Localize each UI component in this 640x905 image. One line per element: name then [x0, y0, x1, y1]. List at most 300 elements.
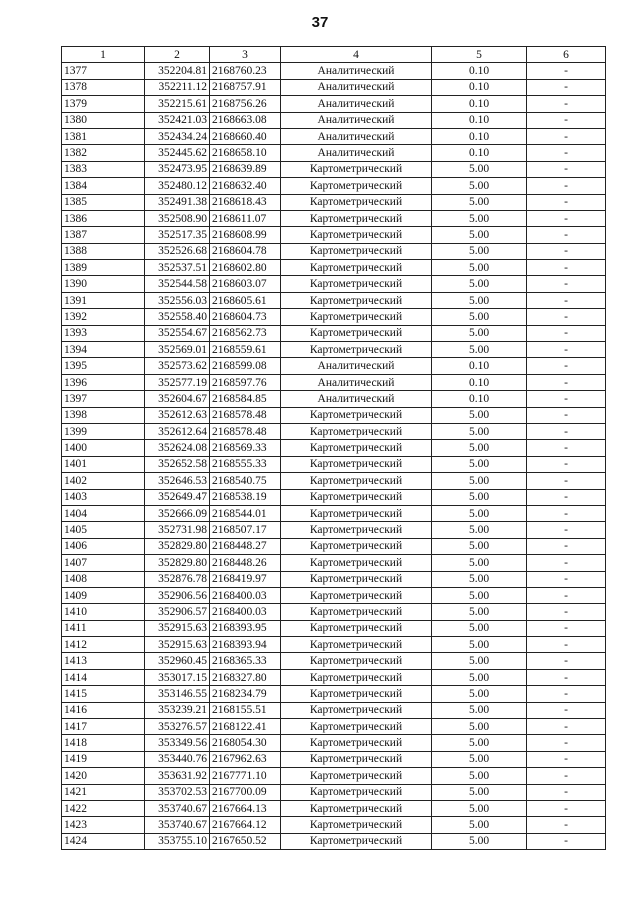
- note-cell: -: [527, 686, 606, 702]
- point-number-cell: 1416: [62, 702, 145, 718]
- x-coordinate-cell: 352544.58: [145, 276, 210, 292]
- x-coordinate-cell: 352573.62: [145, 358, 210, 374]
- y-coordinate-cell: 2167664.13: [210, 800, 281, 816]
- point-number-cell: 1424: [62, 833, 145, 849]
- method-cell: Картометрический: [281, 440, 432, 456]
- table-row: [62, 751, 606, 767]
- y-coordinate-cell: 2167664.12: [210, 817, 281, 833]
- method-cell: Картометрический: [281, 456, 432, 472]
- y-coordinate-cell: 2168757.91: [210, 79, 281, 95]
- table-row: [62, 309, 606, 325]
- accuracy-cell: 5.00: [432, 800, 527, 816]
- x-coordinate-cell: 352554.67: [145, 325, 210, 341]
- accuracy-cell: 5.00: [432, 637, 527, 653]
- y-coordinate-cell: 2168448.27: [210, 538, 281, 554]
- method-cell: Картометрический: [281, 686, 432, 702]
- accuracy-cell: 5.00: [432, 505, 527, 521]
- note-cell: -: [527, 833, 606, 849]
- table-row: [62, 571, 606, 587]
- y-coordinate-cell: 2168760.23: [210, 63, 281, 79]
- note-cell: -: [527, 800, 606, 816]
- note-cell: -: [527, 604, 606, 620]
- accuracy-cell: 0.10: [432, 112, 527, 128]
- point-number-cell: 1380: [62, 112, 145, 128]
- x-coordinate-cell: 352473.95: [145, 161, 210, 177]
- accuracy-cell: 5.00: [432, 309, 527, 325]
- method-cell: Картометрический: [281, 800, 432, 816]
- table-row: [62, 833, 606, 849]
- note-cell: -: [527, 505, 606, 521]
- note-cell: -: [527, 161, 606, 177]
- x-coordinate-cell: 352604.67: [145, 391, 210, 407]
- column-header-2: 2: [145, 47, 210, 63]
- method-cell: Аналитический: [281, 63, 432, 79]
- point-number-cell: 1398: [62, 407, 145, 423]
- point-number-cell: 1390: [62, 276, 145, 292]
- note-cell: -: [527, 751, 606, 767]
- x-coordinate-cell: 353349.56: [145, 735, 210, 751]
- point-number-cell: 1423: [62, 817, 145, 833]
- x-coordinate-cell: 352666.09: [145, 505, 210, 521]
- note-cell: -: [527, 309, 606, 325]
- table-row: [62, 63, 606, 79]
- accuracy-cell: 5.00: [432, 440, 527, 456]
- note-cell: -: [527, 669, 606, 685]
- x-coordinate-cell: 353755.10: [145, 833, 210, 849]
- coordinates-table: [61, 46, 606, 850]
- method-cell: Картометрический: [281, 653, 432, 669]
- y-coordinate-cell: 2168365.33: [210, 653, 281, 669]
- y-coordinate-cell: 2168658.10: [210, 145, 281, 161]
- x-coordinate-cell: 352421.03: [145, 112, 210, 128]
- x-coordinate-cell: 352829.80: [145, 555, 210, 571]
- note-cell: -: [527, 473, 606, 489]
- note-cell: -: [527, 96, 606, 112]
- note-cell: -: [527, 63, 606, 79]
- y-coordinate-cell: 2168400.03: [210, 587, 281, 603]
- x-coordinate-cell: 353631.92: [145, 768, 210, 784]
- table-row: [62, 342, 606, 358]
- point-number-cell: 1409: [62, 587, 145, 603]
- point-number-cell: 1412: [62, 637, 145, 653]
- method-cell: Картометрический: [281, 604, 432, 620]
- note-cell: -: [527, 423, 606, 439]
- method-cell: Картометрический: [281, 735, 432, 751]
- accuracy-cell: 0.10: [432, 63, 527, 79]
- accuracy-cell: 5.00: [432, 653, 527, 669]
- y-coordinate-cell: 2168660.40: [210, 128, 281, 144]
- x-coordinate-cell: 352480.12: [145, 178, 210, 194]
- y-coordinate-cell: 2168605.61: [210, 292, 281, 308]
- note-cell: -: [527, 538, 606, 554]
- table-row: [62, 178, 606, 194]
- note-cell: -: [527, 620, 606, 636]
- note-cell: -: [527, 489, 606, 505]
- method-cell: Картометрический: [281, 210, 432, 226]
- table-row: [62, 227, 606, 243]
- note-cell: -: [527, 374, 606, 390]
- x-coordinate-cell: 353239.21: [145, 702, 210, 718]
- point-number-cell: 1420: [62, 768, 145, 784]
- point-number-cell: 1382: [62, 145, 145, 161]
- table-row: [62, 407, 606, 423]
- y-coordinate-cell: 2168599.08: [210, 358, 281, 374]
- y-coordinate-cell: 2168604.78: [210, 243, 281, 259]
- accuracy-cell: 5.00: [432, 686, 527, 702]
- accuracy-cell: 5.00: [432, 178, 527, 194]
- y-coordinate-cell: 2168611.07: [210, 210, 281, 226]
- method-cell: Аналитический: [281, 358, 432, 374]
- note-cell: -: [527, 112, 606, 128]
- method-cell: Картометрический: [281, 473, 432, 489]
- x-coordinate-cell: 352649.47: [145, 489, 210, 505]
- x-coordinate-cell: 352537.51: [145, 260, 210, 276]
- x-coordinate-cell: 352556.03: [145, 292, 210, 308]
- x-coordinate-cell: 352491.38: [145, 194, 210, 210]
- accuracy-cell: 0.10: [432, 391, 527, 407]
- accuracy-cell: 5.00: [432, 522, 527, 538]
- table-row: [62, 800, 606, 816]
- method-cell: Картометрический: [281, 587, 432, 603]
- note-cell: -: [527, 276, 606, 292]
- table-row: [62, 96, 606, 112]
- table-body: [62, 63, 606, 850]
- x-coordinate-cell: 352915.63: [145, 637, 210, 653]
- method-cell: Картометрический: [281, 637, 432, 653]
- method-cell: Картометрический: [281, 342, 432, 358]
- y-coordinate-cell: 2168562.73: [210, 325, 281, 341]
- x-coordinate-cell: 352569.01: [145, 342, 210, 358]
- method-cell: Картометрический: [281, 669, 432, 685]
- x-coordinate-cell: 352915.63: [145, 620, 210, 636]
- point-number-cell: 1377: [62, 63, 145, 79]
- accuracy-cell: 5.00: [432, 833, 527, 849]
- accuracy-cell: 5.00: [432, 489, 527, 505]
- accuracy-cell: 5.00: [432, 342, 527, 358]
- method-cell: Картометрический: [281, 522, 432, 538]
- accuracy-cell: 5.00: [432, 751, 527, 767]
- table-row: [62, 735, 606, 751]
- table-row: [62, 669, 606, 685]
- table-row: [62, 784, 606, 800]
- table-row: [62, 538, 606, 554]
- y-coordinate-cell: 2168578.48: [210, 423, 281, 439]
- accuracy-cell: 5.00: [432, 555, 527, 571]
- method-cell: Картометрический: [281, 423, 432, 439]
- note-cell: -: [527, 555, 606, 571]
- x-coordinate-cell: 353146.55: [145, 686, 210, 702]
- table-row: [62, 358, 606, 374]
- accuracy-cell: 5.00: [432, 423, 527, 439]
- table-row: [62, 702, 606, 718]
- method-cell: Картометрический: [281, 620, 432, 636]
- x-coordinate-cell: 353440.76: [145, 751, 210, 767]
- x-coordinate-cell: 352829.80: [145, 538, 210, 554]
- note-cell: -: [527, 292, 606, 308]
- accuracy-cell: 5.00: [432, 784, 527, 800]
- table-row: [62, 128, 606, 144]
- y-coordinate-cell: 2168597.76: [210, 374, 281, 390]
- note-cell: -: [527, 440, 606, 456]
- method-cell: Картометрический: [281, 178, 432, 194]
- point-number-cell: 1385: [62, 194, 145, 210]
- accuracy-cell: 5.00: [432, 161, 527, 177]
- accuracy-cell: 5.00: [432, 538, 527, 554]
- table-row: [62, 374, 606, 390]
- point-number-cell: 1410: [62, 604, 145, 620]
- y-coordinate-cell: 2168559.61: [210, 342, 281, 358]
- x-coordinate-cell: 352731.98: [145, 522, 210, 538]
- method-cell: Картометрический: [281, 538, 432, 554]
- point-number-cell: 1391: [62, 292, 145, 308]
- table-row: [62, 719, 606, 735]
- accuracy-cell: 0.10: [432, 358, 527, 374]
- point-number-cell: 1417: [62, 719, 145, 735]
- table-row: [62, 325, 606, 341]
- point-number-cell: 1396: [62, 374, 145, 390]
- table-row: [62, 522, 606, 538]
- table-row: [62, 440, 606, 456]
- accuracy-cell: 5.00: [432, 587, 527, 603]
- x-coordinate-cell: 352204.81: [145, 63, 210, 79]
- y-coordinate-cell: 2168555.33: [210, 456, 281, 472]
- accuracy-cell: 5.00: [432, 456, 527, 472]
- method-cell: Картометрический: [281, 817, 432, 833]
- point-number-cell: 1395: [62, 358, 145, 374]
- table-row: [62, 194, 606, 210]
- accuracy-cell: 0.10: [432, 128, 527, 144]
- point-number-cell: 1392: [62, 309, 145, 325]
- point-number-cell: 1388: [62, 243, 145, 259]
- accuracy-cell: 5.00: [432, 292, 527, 308]
- table-row: [62, 555, 606, 571]
- x-coordinate-cell: 353740.67: [145, 817, 210, 833]
- table-row: [62, 243, 606, 259]
- note-cell: -: [527, 719, 606, 735]
- accuracy-cell: 5.00: [432, 719, 527, 735]
- accuracy-cell: 5.00: [432, 227, 527, 243]
- column-header-1: 1: [62, 47, 145, 63]
- note-cell: -: [527, 784, 606, 800]
- y-coordinate-cell: 2168400.03: [210, 604, 281, 620]
- point-number-cell: 1407: [62, 555, 145, 571]
- table-row: [62, 653, 606, 669]
- x-coordinate-cell: 352906.57: [145, 604, 210, 620]
- x-coordinate-cell: 353740.67: [145, 800, 210, 816]
- table-row: [62, 260, 606, 276]
- point-number-cell: 1387: [62, 227, 145, 243]
- method-cell: Картометрический: [281, 325, 432, 341]
- method-cell: Картометрический: [281, 719, 432, 735]
- note-cell: -: [527, 571, 606, 587]
- y-coordinate-cell: 2168756.26: [210, 96, 281, 112]
- accuracy-cell: 5.00: [432, 768, 527, 784]
- accuracy-cell: 5.00: [432, 325, 527, 341]
- accuracy-cell: 5.00: [432, 571, 527, 587]
- note-cell: -: [527, 358, 606, 374]
- method-cell: Картометрический: [281, 194, 432, 210]
- y-coordinate-cell: 2167771.10: [210, 768, 281, 784]
- method-cell: Картометрический: [281, 833, 432, 849]
- point-number-cell: 1386: [62, 210, 145, 226]
- note-cell: -: [527, 637, 606, 653]
- x-coordinate-cell: 352876.78: [145, 571, 210, 587]
- y-coordinate-cell: 2168602.80: [210, 260, 281, 276]
- x-coordinate-cell: 352960.45: [145, 653, 210, 669]
- note-cell: -: [527, 768, 606, 784]
- y-coordinate-cell: 2168663.08: [210, 112, 281, 128]
- point-number-cell: 1397: [62, 391, 145, 407]
- accuracy-cell: 5.00: [432, 276, 527, 292]
- table-row: [62, 456, 606, 472]
- y-coordinate-cell: 2168155.51: [210, 702, 281, 718]
- table-row: [62, 161, 606, 177]
- note-cell: -: [527, 260, 606, 276]
- x-coordinate-cell: 352652.58: [145, 456, 210, 472]
- note-cell: -: [527, 227, 606, 243]
- table-row: [62, 817, 606, 833]
- accuracy-cell: 5.00: [432, 260, 527, 276]
- table-row: [62, 473, 606, 489]
- method-cell: Картометрический: [281, 292, 432, 308]
- method-cell: Картометрический: [281, 571, 432, 587]
- x-coordinate-cell: 352211.12: [145, 79, 210, 95]
- point-number-cell: 1413: [62, 653, 145, 669]
- y-coordinate-cell: 2168540.75: [210, 473, 281, 489]
- point-number-cell: 1381: [62, 128, 145, 144]
- method-cell: Аналитический: [281, 391, 432, 407]
- point-number-cell: 1422: [62, 800, 145, 816]
- y-coordinate-cell: 2168544.01: [210, 505, 281, 521]
- accuracy-cell: 0.10: [432, 96, 527, 112]
- method-cell: Картометрический: [281, 243, 432, 259]
- table-row: [62, 637, 606, 653]
- method-cell: Картометрический: [281, 276, 432, 292]
- note-cell: -: [527, 735, 606, 751]
- note-cell: -: [527, 456, 606, 472]
- y-coordinate-cell: 2168578.48: [210, 407, 281, 423]
- table-row: [62, 145, 606, 161]
- point-number-cell: 1408: [62, 571, 145, 587]
- method-cell: Картометрический: [281, 768, 432, 784]
- column-header-5: 5: [432, 47, 527, 63]
- point-number-cell: 1414: [62, 669, 145, 685]
- accuracy-cell: 5.00: [432, 620, 527, 636]
- point-number-cell: 1421: [62, 784, 145, 800]
- table-row: [62, 292, 606, 308]
- accuracy-cell: 5.00: [432, 243, 527, 259]
- y-coordinate-cell: 2168419.97: [210, 571, 281, 587]
- y-coordinate-cell: 2167650.52: [210, 833, 281, 849]
- column-header-4: 4: [281, 47, 432, 63]
- y-coordinate-cell: 2168234.79: [210, 686, 281, 702]
- method-cell: Картометрический: [281, 407, 432, 423]
- note-cell: -: [527, 342, 606, 358]
- note-cell: -: [527, 210, 606, 226]
- x-coordinate-cell: 352558.40: [145, 309, 210, 325]
- method-cell: Аналитический: [281, 374, 432, 390]
- point-number-cell: 1384: [62, 178, 145, 194]
- accuracy-cell: 5.00: [432, 194, 527, 210]
- y-coordinate-cell: 2168538.19: [210, 489, 281, 505]
- y-coordinate-cell: 2168569.33: [210, 440, 281, 456]
- table-header-row: [62, 47, 606, 63]
- x-coordinate-cell: 353276.57: [145, 719, 210, 735]
- method-cell: Картометрический: [281, 505, 432, 521]
- method-cell: Картометрический: [281, 227, 432, 243]
- x-coordinate-cell: 353702.53: [145, 784, 210, 800]
- y-coordinate-cell: 2168618.43: [210, 194, 281, 210]
- note-cell: -: [527, 391, 606, 407]
- note-cell: -: [527, 653, 606, 669]
- y-coordinate-cell: 2168393.95: [210, 620, 281, 636]
- table-row: [62, 604, 606, 620]
- y-coordinate-cell: 2168327.80: [210, 669, 281, 685]
- point-number-cell: 1403: [62, 489, 145, 505]
- note-cell: -: [527, 702, 606, 718]
- x-coordinate-cell: 352434.24: [145, 128, 210, 144]
- table-row: [62, 620, 606, 636]
- x-coordinate-cell: 352445.62: [145, 145, 210, 161]
- point-number-cell: 1404: [62, 505, 145, 521]
- method-cell: Аналитический: [281, 96, 432, 112]
- method-cell: Картометрический: [281, 309, 432, 325]
- x-coordinate-cell: 352612.63: [145, 407, 210, 423]
- table-row: [62, 587, 606, 603]
- accuracy-cell: 0.10: [432, 145, 527, 161]
- accuracy-cell: 0.10: [432, 79, 527, 95]
- note-cell: -: [527, 128, 606, 144]
- method-cell: Картометрический: [281, 260, 432, 276]
- point-number-cell: 1379: [62, 96, 145, 112]
- table-row: [62, 276, 606, 292]
- x-coordinate-cell: 352646.53: [145, 473, 210, 489]
- y-coordinate-cell: 2168054.30: [210, 735, 281, 751]
- note-cell: -: [527, 194, 606, 210]
- note-cell: -: [527, 522, 606, 538]
- x-coordinate-cell: 352612.64: [145, 423, 210, 439]
- y-coordinate-cell: 2168632.40: [210, 178, 281, 194]
- y-coordinate-cell: 2168608.99: [210, 227, 281, 243]
- x-coordinate-cell: 352577.19: [145, 374, 210, 390]
- accuracy-cell: 5.00: [432, 735, 527, 751]
- y-coordinate-cell: 2168393.94: [210, 637, 281, 653]
- point-number-cell: 1419: [62, 751, 145, 767]
- point-number-cell: 1418: [62, 735, 145, 751]
- table-row: [62, 505, 606, 521]
- point-number-cell: 1394: [62, 342, 145, 358]
- accuracy-cell: 5.00: [432, 604, 527, 620]
- y-coordinate-cell: 2168603.07: [210, 276, 281, 292]
- method-cell: Аналитический: [281, 79, 432, 95]
- table-row: [62, 768, 606, 784]
- point-number-cell: 1389: [62, 260, 145, 276]
- method-cell: Картометрический: [281, 555, 432, 571]
- point-number-cell: 1411: [62, 620, 145, 636]
- table-row: [62, 423, 606, 439]
- column-header-3: 3: [210, 47, 281, 63]
- x-coordinate-cell: 352526.68: [145, 243, 210, 259]
- method-cell: Картометрический: [281, 161, 432, 177]
- x-coordinate-cell: 352508.90: [145, 210, 210, 226]
- point-number-cell: 1405: [62, 522, 145, 538]
- point-number-cell: 1401: [62, 456, 145, 472]
- accuracy-cell: 0.10: [432, 374, 527, 390]
- table-row: [62, 489, 606, 505]
- column-header-6: 6: [527, 47, 606, 63]
- page-number: 37: [311, 14, 329, 31]
- y-coordinate-cell: 2168604.73: [210, 309, 281, 325]
